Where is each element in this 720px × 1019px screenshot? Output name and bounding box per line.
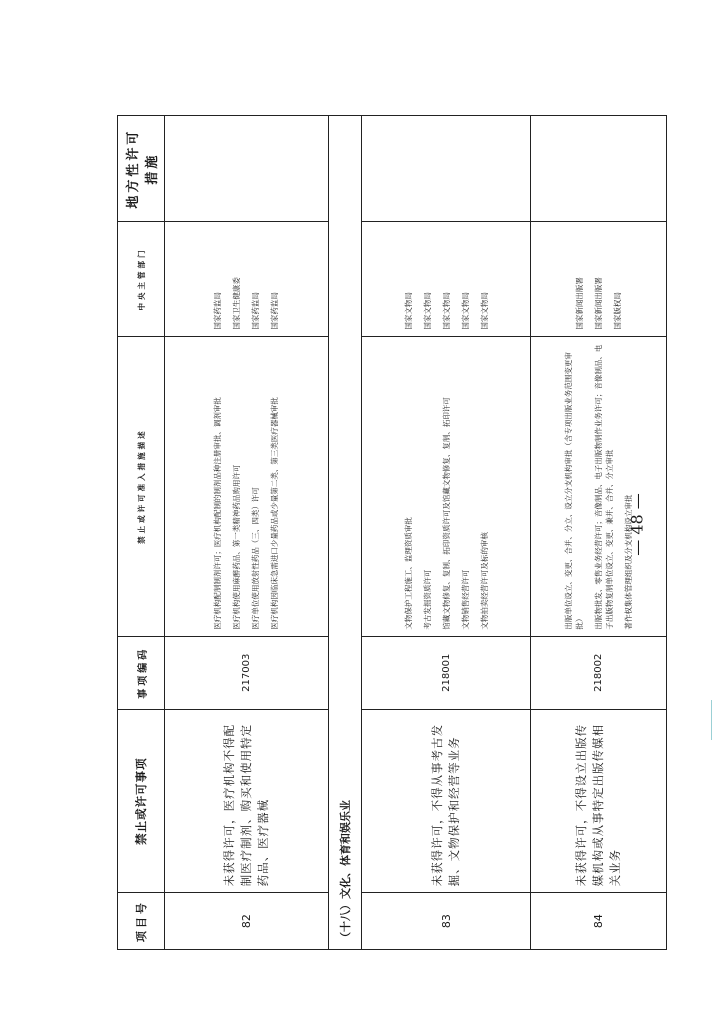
header-dept: 中央主管部门 (118, 222, 165, 336)
row-code: 218002 (531, 636, 667, 709)
row-id: 84 (531, 893, 667, 950)
measure-desc: 馆藏文物修复、复制、拓印资质许可及馆藏文物修复、复制、拓印许可 (441, 397, 451, 630)
measure-dept: 国家文物局 (479, 292, 489, 330)
measure-dept: 国家文物局 (441, 292, 451, 330)
rotated-table-container (117, 115, 667, 950)
permit-table (117, 115, 667, 950)
row-dept (531, 222, 667, 336)
row-id: 82 (165, 893, 329, 950)
header-desc: 禁止或许可准入措施描述 (118, 336, 165, 636)
measure-dept: 国家文物局 (460, 292, 470, 330)
measure-dept: 国家卫生健康委 (232, 277, 242, 330)
measure-desc: 医疗机构配制制剂许可；医疗机构配制的制剂品种注册审批、调剂审批 (213, 397, 223, 630)
header-local: 地方性许可措施 (118, 116, 165, 222)
row-dept (165, 222, 329, 336)
measure-desc: 文物销售经营许可 (460, 569, 470, 630)
measure-dept: 国家版权局 (613, 292, 623, 330)
row-desc (165, 336, 329, 636)
measure-desc: 出版单位设立、变更、合并、分立、设立分支机构审批（含专项出版业务范围变更审批） (564, 352, 585, 630)
section-title: （十八）文化、体育和娱乐业 (328, 116, 361, 950)
page-number: — 48 — (627, 493, 647, 556)
measure-desc: 考古发掘资质许可 (422, 569, 432, 630)
measure-dept: 国家药监局 (270, 292, 280, 330)
row-local (361, 116, 531, 222)
measure-desc: 著作权集体管理组织及分支机构设立审批 (624, 494, 634, 630)
measure-desc: 出版物批发、零售业务经营许可；音像制品、电子出版物制作业务许可；音像制品、电子出版物复制单位设立、变更、兼并、合并、分立审批 (594, 344, 615, 630)
row-id: 83 (361, 893, 531, 950)
measure-desc: 医疗机构因临床急需进口少量药品或少量第二类、第三类医疗器械审批 (270, 397, 280, 630)
page-canvas (15, 0, 705, 1019)
table-row (361, 116, 531, 950)
header-code: 事项编码 (118, 636, 165, 709)
measure-dept: 国家新闻出版署 (575, 277, 585, 330)
scan-edge-mark (711, 700, 712, 740)
measure-dept: 国家新闻出版署 (594, 277, 604, 330)
measure-dept: 国家文物局 (403, 292, 413, 330)
row-desc (361, 336, 531, 636)
measure-dept: 国家文物局 (422, 292, 432, 330)
measure-dept: 国家药监局 (213, 292, 223, 330)
row-code: 218001 (361, 636, 531, 709)
measure-desc: 文物拍卖经营许可及标的审核 (479, 532, 489, 630)
row-local (531, 116, 667, 222)
row-item: 未获得许可，不得设立出版传媒机构或从事特定出版传媒相关业务 (531, 709, 667, 893)
header-item: 禁止或许可事项 (118, 709, 165, 893)
section-row (328, 116, 361, 950)
row-local (165, 116, 329, 222)
row-item: 未获得许可，医疗机构不得配制医疗制剂、购买和使用特定药品、医疗器械 (165, 709, 329, 893)
table-header-row (118, 116, 165, 950)
row-code: 217003 (165, 636, 329, 709)
header-id: 项目号 (118, 893, 165, 950)
table-row (165, 116, 329, 950)
measure-desc: 文物保护工程施工、监理资质审批 (403, 517, 413, 630)
row-item: 未获得许可，不得从事考古发掘、文物保护和经营等业务 (361, 709, 531, 893)
row-dept (361, 222, 531, 336)
measure-desc: 医疗机构使用麻醉药品、第一类精神药品购用许可 (232, 464, 242, 630)
measure-dept: 国家药监局 (251, 292, 261, 330)
measure-desc: 医疗单位使用放射性药品（三、四类）许可 (251, 487, 261, 630)
